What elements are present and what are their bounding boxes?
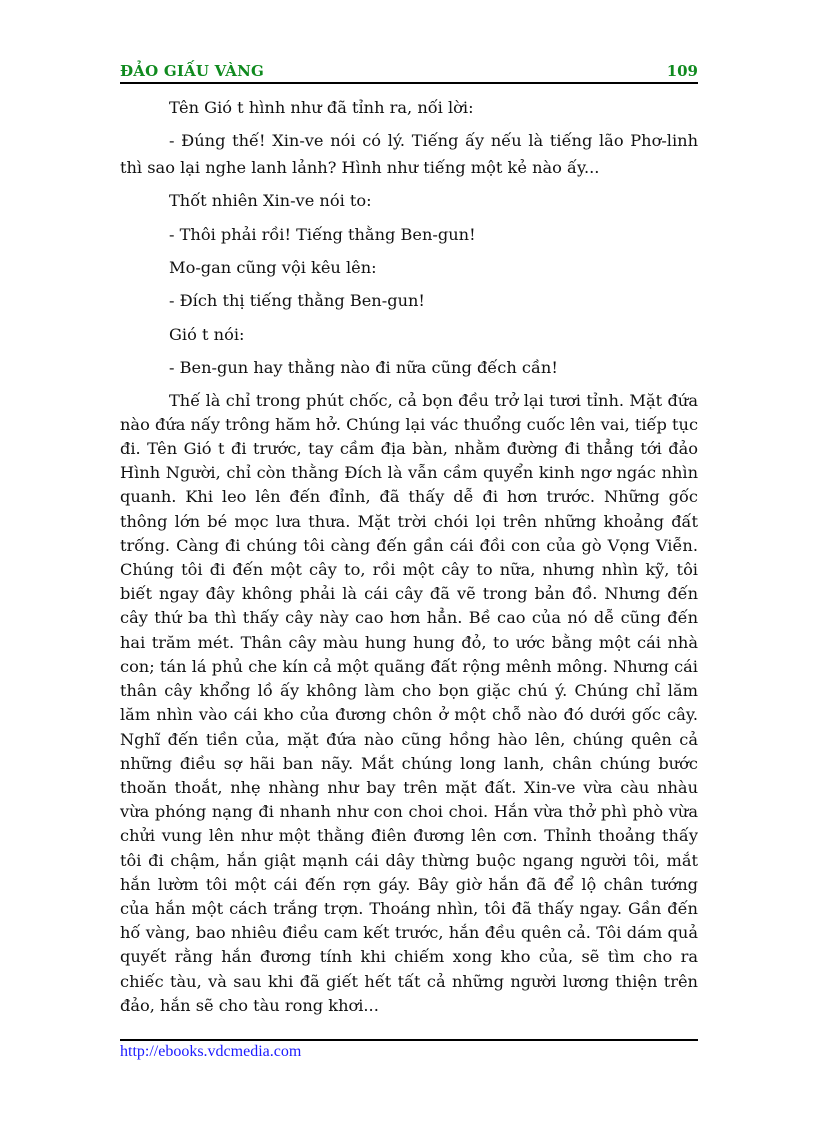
dialogue-line: Gió t nói: — [169, 324, 245, 344]
dialogue-line: Tên Gió t hình như đã tỉnh ra, nối lời: — [169, 98, 474, 117]
dialogue-line: - Đích thị tiếng thằng Ben-gun! — [169, 291, 425, 311]
book-title: ĐẢO GIẤU VÀNG — [120, 62, 265, 80]
dialogue-line: - Thôi phải rồi! Tiếng thằng Ben-gun! — [169, 224, 476, 244]
footer-divider — [120, 1039, 698, 1041]
dialogue-line: Mo-gan cũng vội kêu lên: — [169, 258, 377, 278]
dialogue-line: Thốt nhiên Xin-ve nói to: — [169, 191, 372, 211]
body-paragraph: Thế là chỉ trong phút chốc, cả bọn đều trở lại tươi tỉnh. Mặt đứa nào đứa nấy trông hăm hở. Chúng lại vác thuổng cuốc lên vai, tiếp tục đi. Tên Gió t đi trước, tay cầm địa bàn, nhằm đường đi thẳng tới đảo Hình Người, chỉ còn thằng Đích là vẫn cầm quyển kinh ngơ ngác nhìn quanh. Khi leo lên đến đỉnh, đã thấy dễ đi hơn trước. Những gốc thông lớn bé mọc lưa thưa. Mặt trời chói lọi trên những khoảng đất trống. Càng đi chúng tôi càng đến gần cái đồi con của gò Vọng Viễn. Chúng tôi đi đến một cây to, rồi một cây to nữa, nhưng nhìn kỹ, tôi biết ngay đây không phải là cái cây đã vẽ trong bản đồ. Nhưng đến cây thứ ba thì thấy cây này cao hơn hẳn. Bề cao của nó dễ cũng đến hai trăm mét. Thân cây màu hung hung đỏ, to ước bằng một cái nhà con; tán lá phủ che kín cả một quãng đất rộng mênh mông. Nhưng cái thân cây khổng lồ ấy không làm cho bọn giặc chú ý. Chúng chỉ lăm lăm nhìn vào cái kho của đương chôn ở một chỗ nào đó dưới gốc cây. Nghĩ đến tiền của, mặt đứa nào cũng hồng hào lên, chúng quên cả những điều sợ hãi ban nãy. Mắt chúng long lanh, chân chúng bước thoăn thoắt, nhẹ nhàng như bay trên mặt đất. Xin-ve vừa càu nhàu vừa phóng nạng đi nhanh như con choi choi. Hắn vừa thở phì phò vừa chửi vung lên như một thằng điên đương lên cơn. Thỉnh thoảng thấy tôi đi chậm, hắn giật mạnh cái dây thừng buộc ngang người tôi, mắt hắn lườm tôi một cái đến rợn gáy. Bây giờ hắn đã để lộ chân tướng của hắn một cách trắng trợn. Thoáng nhìn, tôi đã thấy ngay. Gần đến hố vàng, bao nhiêu điều cam kết trước, hắn đều quên cả. Tôi dám quả quyết rằng hắn đương tính khi chiếm xong kho của, sẽ tìm cho ra chiếc tàu, và sau khi đã giết hết tất cả những người lương thiện trên đảo, hắn sẽ cho tàu rong khơi... — [120, 390, 699, 1015]
page-body — [120, 95, 698, 1018]
dialogue-line: - Đúng thế! Xin-ve nói có lý. Tiếng ấy nếu là tiếng lão Phơ-linh thì sao lại nghe lanh lảnh? Hình như tiếng một kẻ nào ấy... — [120, 131, 698, 177]
page-header — [120, 60, 698, 84]
dialogue-line: - Ben-gun hay thằng nào đi nữa cũng đếch cần! — [169, 358, 558, 378]
page-number: 109 — [666, 62, 698, 80]
footer-website-link[interactable]: http://ebooks.vdcmedia.com — [120, 1043, 302, 1060]
